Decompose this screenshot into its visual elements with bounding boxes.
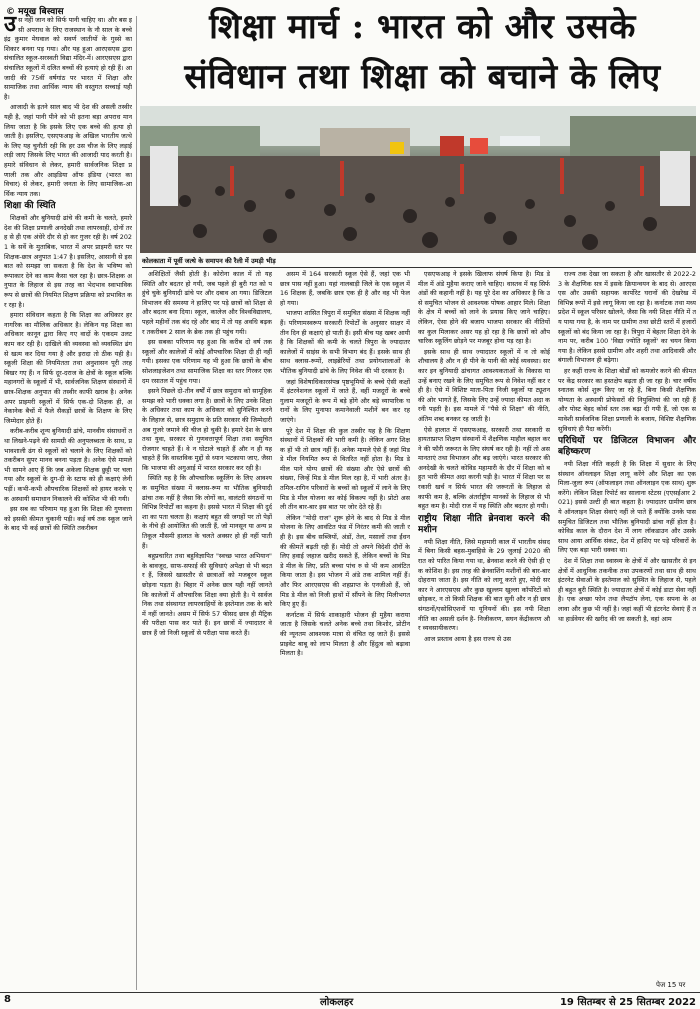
- col1-paragraph-4: हमारा संविधान कहता है कि शिक्षा का अधिकार हर नागरिक का मौलिक अधिकार है। लेकिन यह शिक्षा का अधिकार कानून द्वारा किए गए वादों के एकदम उलट काम कर रही है। दाखिले की व्यवस्था को व्यवस्थित ढंग से खत्म कर दिया गया है और इरादा तो ठीक यही है। स्कूली शिक्षा की नियमितता तथा अनुशासन पूरी तरह बिखर गए हैं। न सिर्फ दूर-दराज के क्षेत्रों के स्कूल बल्कि महानगरों के स्कूलों में भी, सार्वजनिक शिक्षण संस्थानों में छात्र-शिक्षक अनुपात की तस्वीर काफी खराब है। अनेक अपर प्राइमरी स्कूलों में सिर्फ एक-दो शिक्षक ही, अनेकानेक बैचों में फैले सैकड़ों छात्रों के शिक्षण के लिए जिम्मेदार होते हैं।: [4, 311, 132, 425]
- article-column-4: [418, 270, 550, 990]
- col2-paragraph-4: स्थिति यह है कि औपचारिक स्कूलिंग के लिए आवश्यक समुचित संख्या में क्लास-रूम या भौतिक बुनियादी ढांचा तक नहीं है जैसा कि लोगों का, वालंटरी संगठनों या विभिन्न रिपोर्टों का कहना है। इससे भारत में शिक्षा की दुर्दशा का पता चलता है। कक्षाएं बहुत सी जगहों पर तो पेड़ों के नीचे ही आयोजित की जाती हैं, जो मानसून या अन्य प्रतिकूल मौसमी हालात के चलते अक्सर हो ही नहीं पाती हैं।: [142, 474, 272, 550]
- continued-on-page: पेज 15 पर: [656, 981, 686, 989]
- col5-paragraph-2: हर कहीं राज्य के शिक्षा बोर्डों को कमजोर करने की कीमत पर केंद्र सरकार का हस्तक्षेप बढ़ता ही जा रहा है। चार वर्षीय स्नातक कोर्स शुरू किए जा रहे हैं, बिना किसी शैक्षणिक योग्यता के अस्थायी प्रोफेसरों की नियुक्तियां की जा रही हैं और पोस्ट बेहद कोर्स स्तर तक बढ़ा दी गयी हैं, जो एक समावेशी सार्वजनिक शिक्षा प्रणाली के बजाय, विशिष्ट शैक्षणिक सुविधाएं ही पैदा करेंगी।: [558, 366, 696, 433]
- col3-paragraph-5: लेकिन "मोदी राज" शुरू होने के बाद से मिड डे मील योजना के लिए आवंटित फंड में निरंतर कमी की जाती रही है। इस बीच सब्जियों, अंडों, तेल, मसालों तथा ईंधन की कीमतें बढ़ती रही हैं। मोदी तो अपने विदेशी दौरों के लिए हवाई जहाज खरीद सकते हैं, लेकिन बच्चों के मिड डे मील के लिए, प्रति बच्चा पांच रु से भी कम आवंटित किया जाता है। इस भोजन में अंडे तक शामिल नहीं हैं। और फिर आरएसएस की शहप्राप्त के एनजीओ हैं, जो मिड डे मील को निजी हाथों में सौंपने के लिए मिलीभगत किए हुए हैं।: [280, 513, 410, 609]
- issue-date: 19 सितम्बर से 25 सितम्बर 2022: [559, 997, 696, 1008]
- col1-paragraph-6: इस सब का परिणाम यह हुआ कि शिक्षा की गुणवत्ता को इसकी कीमत चुकानी पड़ी। कई वर्ष तक स्कूल जाने के बाद भी कई छात्रों की स्थिति तकरीबन: [4, 505, 132, 533]
- col2-paragraph-2: इस सबका परिणाम यह हुआ कि करीब दो वर्ष तक स्कूलों और कालेजों में कोई औपचारिक शिक्षा दी ही नहीं गयी। इसका एक परिणाम यह भी हुआ कि छात्रों के बीच सोशलाइजेशन तथा सामाजिक शिक्षा का स्तर गिरकर एकदम रसातल में पहुंच गया।: [142, 338, 272, 385]
- headline: [150, 2, 695, 102]
- col5-paragraph-1: राज्य तक देखा जा सकता है और खासतौर से 2022-23 के शैक्षणिक सत्र में इसके क्रियान्वयन के बाद से। आरएसएस और उसकी सहायक कार्पोरेट घरानों की देखरेख में विभिन्न रूपों में इसे लागू किया जा रहा है। कर्नाटक तथा मध्यप्रदेश में स्कूल परिसर खोलने, जैसा कि नयी शिक्षा नीति में तय पाया गया है, के नाम पर ग्रामीण तथा छोटी स्तरों में हजारों स्कूलों को बंद किया जा रहा है। त्रिपुरा में बेहतर शिक्षा देने के नाम पर, करीब 100 'विद्या ज्योति स्कूलों' का चयन किया गया है। लेकिन इससे ग्रामीण और शहरी तथा आदिवासी और बंगाली विभाजन ही बढ़ेगा।: [558, 270, 696, 365]
- article-column-1: [4, 16, 132, 990]
- col4-paragraph-4: नयी शिक्षा नीति, जिसे महामारी काल में भारतीय संसद में बिना किसी बहस-मुबाहिसे के 29 जुलाई 2020 की रात को पारित किया गया था, ब्रेनवाश करने की ऐसी ही एक कोशिश है। इस तरह की ब्रेनवाशिंग मशीनों की बार-बार दोहराया जाता है। इस नीति को लागू करते हुए, मोदी सरकार ने आरएसएस और कुछ खुल्लम खुल्ला कॉर्पोरेटों को छोड़कर, न तो किसी शिक्षक की बात सुनी और न ही छात्र संगठनों/एसोसिएशनों या यूनियनों की। इस नयी शिक्षा नीति का असली दर्शन है- निजीकरण, सघन केंद्रीकरण और व्यवसायीकरण।: [418, 537, 550, 633]
- col3-paragraph-2: भाजपा शासित त्रिपुरा में समुचित संख्या में शिक्षक नहीं हैं। परिणामस्वरूप सरकारी रिपोर्टों के अनुसार साक्षर में तीन दिन ही कक्षाएं हो पाती हैं। इसी बीच यह खबर आयी है कि शिक्षकों की कमी के चलते त्रिपुरा के ज्यादातर कालेजों में साइंस के सभी विभाग बंद हैं। इसके साथ ही साथ क्लास-रूमों, लाइब्रेरियों तथा प्रयोगशालाओं के भौतिक बुनियादी ढांचे के लिए निवेश की भी दरकार है।: [280, 309, 410, 375]
- photo-caption: कोलकाता में पूर्वी जत्थे के समापन की रैली में उमड़ी भीड़: [142, 256, 692, 268]
- col1-paragraph-3: शिक्षकों और बुनियादी ढांचे की कमी के चलते, हमारे देश की शिक्षा प्रणाली अनदेखी तथा लापरवाही, दोनों तरह से ही एक अंधेरे दौर से हो कर गुजर रही है। वर्ष 2021 के सर्वे के मुताबिक, भारत में अपर प्राइमरी स्तर पर शिक्षक-छात्र अनुपात 1:47 है। इसलिए, आसानी से इस बात को समझा जा सकता है कि देश के भविष्य को रूपाकार देने का काम कैसा चल रहा है। छात्र-शिक्षक अनुपात के लिहाज से इस तरह का भेदभाव स्वाभाविक रूप से छात्रों की नियमित शिक्षण प्रक्रिया को प्रभावित कर रहा है।: [4, 214, 132, 309]
- newspaper-name: लोकलहर: [320, 997, 354, 1008]
- col2-paragraph-3: इसने पिछले दो-तीन वर्षों में छात्र समुदाय को सामूहिक समझ को भारी धक्का लगा है। छात्रों के लिए उनके शिक्षा के अधिकार तथा काम के अधिकार को सुनिश्चित करने के लिहाज से, छात्र समुदाय के प्रति सरकार की जिम्मेदारी अब गुजरे जमाने की चीज हो चुकी है। हमारे देश के छात्र तथा युवा, सरकार से गुणवत्तापूर्ण शिक्षा तथा समुचित रोजगार चाहते हैं। वे न घोटाले चाहते हैं और न ही यह चाहते हैं कि वास्तविक मुद्दों से ध्यान भटकाया जाए, जैसा कि भाजपा की अगुआई में भारत सरकार कर रही है।: [142, 387, 272, 472]
- col2-paragraph-5: बहुप्रचारित तथा बहुविज्ञापित "स्वच्छ भारत अभियान" के बावजूद, साफ-सफाई की सुविधाएं अपेक्षा से भी बदतर हैं, जिससे खासतौर से छात्राओं को मजबूरन स्कूल छोड़ना पड़ता है। बिहार में अनेक छात्र यही नहीं जानते कि कालेजों में औपचारिक शिक्षा क्या होती है। ये सार्वजनिक तथा संस्थागत लापरवाहियों के इस्तेमाल तक के बारे में नहीं जानते। असम में सिर्फ 57 फीसद छात्र ही मैट्रिक की परीक्षा पास कर पाते हैं। इन छात्रों में ज्यादातर वे छात्र हैं जो निजी स्कूलों से परीक्षा पास करते हैं।: [142, 552, 272, 637]
- drop-cap: उ: [4, 16, 17, 37]
- col4-paragraph-3: ऐसे हालात में एसएफआइ, सरकारी तथा सरकारी सहायताप्राप्त शिक्षण संस्थानों में शैक्षणिक माहौल बहाल करने की फौरी जरूरत के लिए संघर्ष कर रही है। नहीं तो असमानताएं तथा विभाजन और बढ़ जाएंगे। भारत सरकार की अनदेखी के चलते कोविड महामारी के दौर में शिक्षा को बहुत भारी कीमत अदा करनी पड़ी है। भारत में शिक्षा पर सरकारी खर्च न सिर्फ भारत की जरूरतों के लिहाज से काफी कम है, बल्कि अंतर्राष्ट्रीय मानकों के लिहाज से भी बहुत कम है। मोदी राज में यह स्थिति और बदतर हो गयी।: [418, 425, 550, 511]
- article-column-3: [280, 270, 410, 990]
- section-heading-education-status: शिक्षा की स्थिति: [4, 201, 56, 212]
- page-footer: [0, 992, 700, 1009]
- section-heading-national-education-policy: राष्ट्रीय शिक्षा नीति ब्रेनवाश करने की मशीन: [418, 513, 550, 535]
- section-heading-digital-divide: परिधियों पर डिजिटल विभाजन और बहिष्करण: [558, 436, 696, 458]
- col4-paragraph-1: एसएफआइ ने इसके खिलाफ संघर्ष किया है। मिड डे मील में अंडे मुहैया कराए जाने चाहिए। वास्तव में यह सिर्फ अंडों की कहानी नहीं है। यह पूरे देश का अधिकार है कि उसे समुचित भोजन से आवश्यक पोषक आहार मिले। शिक्षा के क्षेत्र में बच्चों को लाने के प्रयास किए जाने चाहिए। लेकिन, ऐसा होने की बजाय भाजपा सरकार की नीतियों का कुल मिलाकर असर यह हो रहा है कि छात्रों को औपचारिक स्कूलिंग छोड़ने पर मजबूर होना पड़ रहा है।: [418, 270, 550, 346]
- col5-paragraph-3: नयी शिक्षा नीति कहती है कि शिक्षा में सुधार के लिए संस्थान ऑनलाइन शिक्षा लागू करेंगे और शिक्षा का एक मिला-जुला रूप (ऑफलाइन तथा ऑनलाइन एक साथ) शुरू करेंगे। लेकिन शिक्षा रिपोर्ट का सालाना स्टेटस (एएसईआर 2021) इससे उल्टी ही बात कहता है। ज्यादातर ग्रामीण छात्र ये ऑनलाइन शिक्षा सेवाएं नहीं ले पाते हैं क्योंकि उनके पास समुचित डिजिटल तथा भौतिक बुनियादी ढांचा नहीं होता है। कोविड काल के दौरान देश में लाग लॉकडाउन और उसके साथ आया आर्थिक संकट, देश में हाशिए पर पड़े परिवारों के लिए एक बड़ा भारी धक्का था।: [558, 460, 696, 555]
- col1-paragraph-2: आजादी के इतने साल बाद भी देश की असली तस्वीर यही है, जहां पानी पीने को भी इतना बड़ा अपराध मान लिया जाता है कि इसके लिए एक बच्चे की हत्या हो जाती है। इसलिए, एसएफआइ के अखिल भारतीय जत्थे के लिए यह चुनौती रही कि हर उस चीज के लिए लड़ाई लड़ी जाए जिसके लिए भारत की आजादी याद करती है। हमारे संविधान से लेकर, हमारी सार्वजनिक शिक्षा प्रणाली तक और आइडिया ऑफ इंडिया (भारत का विचार) से लेकर, हमारी जनता के लिए सामाजिक-आर्थिक न्याय तक।: [4, 103, 132, 198]
- col3-paragraph-3: जहां विशेषाधिकारसंपन्न पृष्ठभूमियों के बच्चे ऐसी कक्षों में इंटरनेशनल स्कूलों में जाते हैं, वहीं मजदूरों के बच्चे गुलाम मजदूरों के रूप में बड़े होंगे और बड़े व्यापारिक घरानों के लिए मुनाफा कमानेवाली मशीनें बन कर रह जाएंगे।: [280, 377, 410, 424]
- col3-paragraph-1: असम में 164 सरकारी स्कूल ऐसे हैं, जहां एक भी छात्र पास नहीं हुआ। यहां नालबाड़ी जिले के एक स्कूल में 16 शिक्षक हैं, जबकि छात्र एक ही है और वह भी फेल हो गया।: [280, 270, 410, 307]
- page-number: 8: [4, 994, 11, 1005]
- article-column-5: [558, 270, 696, 978]
- col4-paragraph-5: आज प्रस्ताव आया है इस राज्य से उस: [424, 634, 511, 643]
- headline-line-2: संविधान तथा शिक्षा को बचाने के लिए: [184, 57, 661, 97]
- author-byline: © मयूख बिस्वास: [6, 7, 64, 17]
- col1-paragraph-1: स नहीं जान को सिर्फ पानी चाहिए था। और बस इसी अपराध के लिए राजस्थान के नौ साल के बच्चे इंद्र कुमार मेघवाल को सवर्ण जातीयों के गुस्से का शिकार बनना पड़ गया। और यह हुआ आरएसएस द्वारा संचालित स्कूल-सरस्वती विद्या मंदिर-में। आरएसएस द्वारा संचालित स्कूलों में दलित बच्चों की हत्याएं हो रही हैं। आजादी की 75वीं वर्षगांठ पर भारत में शिक्षा और सामाजिक तथा आर्थिक न्याय की वस्तुगत सच्चाई यही है।: [4, 16, 132, 101]
- col4-paragraph-2: इसके साथ ही साथ ज्यादातर स्कूलों में न तो कोई शौचालय है और न ही पीने के पानी की कोई व्यवस्था। सरकार इन बुनियादी ढांचागत आवश्यकताओं के विकास या उन्हें बनाए रखने के लिए समुचित रूप से निवेश नहीं कर रही है। ऐसे में विशिष्ट माता-पिता निजी स्कूलों या ट्यूशन की ओर भागते हैं, जिसके लिए उन्हें ज्यादा कीमत अदा करनी पड़ती है। इस मामले में "पैसे से शिक्षा" की नीति, अंतिम शब्द बनकर रह जाती है।: [418, 347, 550, 423]
- col1-paragraph-5: करीब-करीब शून्य बुनियादी ढांचे, मानवीय संसाधनों तथा लिखने-पढ़ने की सामग्री की अनुपलब्धता के साथ, प्रभावशाली ढंग से स्कूलों को चलाने के लिए शिक्षकों को तकरीबन सुपर मानव बनना पड़ता है। अनेक ऐसे मामले भी सामने आए हैं कि जब अकेला शिक्षक छुट्टी पर चला गया और स्कूलों के दुग-दी के स्टाफ को ही कक्षाएं लेनी पड़ीं। कभी-कभी औपचारिक शिक्षकों को हायर करके एक अस्थायी समाधान निकालने की कोशिश भी की गयी।: [4, 427, 132, 503]
- col3-paragraph-4: पूरे देश में शिक्षा की कुल तस्वीर यह है कि शिक्षण संस्थानों में शिक्षकों की भारी कमी है। लेकिन अगर शिक्षक हों भी तो छात्र नहीं हैं। अनेक मामले ऐसे हैं जहां मिड डे मील नियमित रूप से वितरित नहीं होता है। मिड डे मील पाने योग्य छात्रों की संख्या और ऐसे छात्रों की संख्या, जिन्हें मिड डे मील मिल रहा है, में भारी अंतर है। तमिल-रागिन परिवारों के बच्चों को स्कूलों में लाने के लिए मिड डे मील योजना का कोई विकल्प नहीं है। प्रोटो असली तीन बार-बार इस बात पर जोर देते रहे हैं।: [280, 426, 410, 512]
- rally-crowd-photo: [140, 106, 696, 253]
- col5-paragraph-4: देश में शिक्षा तथा स्वास्थ्य के क्षेत्रों में और खासतौर से इन क्षेत्रों में आधुनिक तकनीक तथा उपकरणों तथा साथ ही साथ इंटरनेट सेवाओं के इस्तेमाल को सुस्थित के लिहाज से, पहले ही बहुत बुरी स्थिति है। ज्यादातर क्षेत्रों में कोई डाटा सेवा नहीं है। एक अच्छा फोन तथा लैपटॉप लेना, एक सपना के अलावा और कुछ भी नहीं है। जहां कहीं भी इंटरनेट सेवाएं हैं तथा हार्डवेयर की खरीद की जा सकती है, वहां आम: [558, 557, 696, 623]
- column-divider: [136, 16, 137, 990]
- article-column-2: [142, 270, 272, 990]
- col3-paragraph-6: कर्नाटक में सिर्फ शाकाहारी भोजन ही मुहैया कराया जाता है जिसके चलते अनेक बच्चे तथा किशोर, प्रोटीन की न्यूनतम आवश्यक मात्रा से वंचित रह जाते हैं। इससे प्राइवेट बाबू को लाभ मिलता है और हिंदुत्व को बढ़ावा मिलता है।: [280, 610, 410, 658]
- col2-paragraph-1: अशिक्षितों जैसी होती है। कोरोना काल में तो यह स्थिति और बदतर हो गयी, जब पहले ही बुरी गत को पहुंचे चुके बुनियादी ढांचे पर और दबाव आ गया। डिजिटल विभाजन की समस्या ने हालिए पर पड़े छात्रों को शिक्षा से और बदतर बना दिया। स्कूल, कालेज और विश्वविद्यालय, पहले महीनों तक बंद रहे और बाद में तो यह अवधि बढ़कर तकरीबन 2 साल के ब्रेक तक ही पहुंच गयी।: [142, 270, 272, 336]
- headline-line-1: शिक्षा मार्च : भारत को और उसके: [209, 7, 636, 47]
